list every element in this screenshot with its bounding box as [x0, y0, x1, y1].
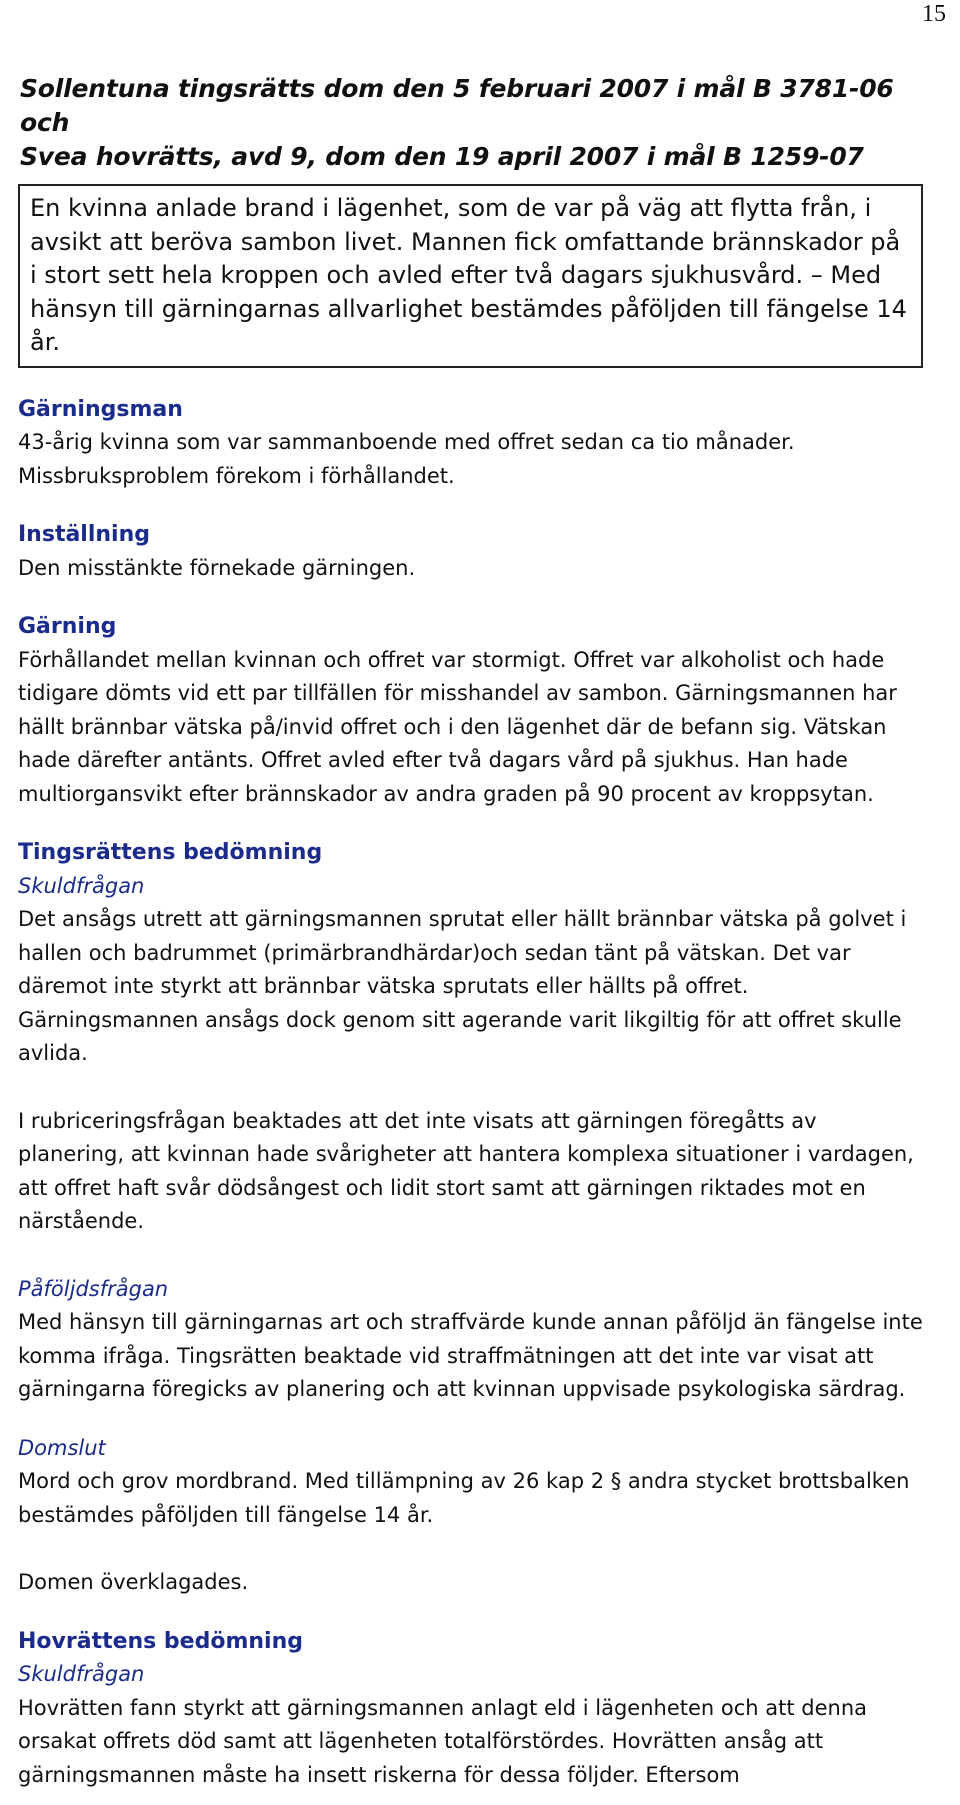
garning-heading: Gärning: [18, 614, 117, 639]
section-garning: [18, 610, 923, 811]
installning-text: Den misstänkte förnekade gärningen.: [18, 555, 416, 580]
domslut-heading: Domslut: [18, 1435, 106, 1460]
garningsman-heading: Gärningsman: [18, 396, 183, 422]
case-summary-text: En kvinna anlade brand i lägenhet, som de var på väg att flytta från, i avsikt att beröva sambon livet. Mannen fick omfattande brännskador på i stort sett hela kroppen och avled efter två dagars sjukhusvård. – Med hänsyn till gärningarnas allvarlighet bestämdes påföljden till fängelse 14 år.: [30, 194, 907, 356]
tingsratt-skuld-heading: Skuldfrågan: [18, 873, 145, 898]
case-title-line-1: Sollentuna tingsrätts dom den 5 februari 2007 i mål B 3781-06 och: [20, 74, 894, 137]
tingsratt-skuld-text: Det ansågs utrett att gärningsmannen sprutat eller hällt brännbar vätska på golvet i hallen och badrummet (primärbrandhärdar)och sedan tänt på vätskan. Det var däremot inte styrkt att brännbar vätska sprutats eller hällts på offret. Gärningsmannen ansågs dock genom sitt agerande varit likgiltig för att offret skulle avlida.: [18, 907, 907, 1065]
section-installning: [18, 518, 923, 585]
hovratt-skuld-text: Hovrätten fann styrkt att gärningsmannen anlagt eld i lägenheten och att denna orsakat offrets död samt att lägenheten totalförstördes. Hovrätten ansåg att gärningsmannen måste ha insett riskerna för dessa följder. Eftersom: [18, 1695, 868, 1787]
overklagad-text: Domen överklagades.: [18, 1570, 249, 1594]
installning-heading: Inställning: [18, 522, 150, 547]
pafoljd-text: Med hänsyn till gärningarnas art och straffvärde kunde annan påföljd än fängelse inte komma ifråga. Tingsrätten beaktade vid straffmätningen att det inte var visat att gärningarna föregicks av planering och att kvinnan uppvisade psykologiska särdrag.: [18, 1310, 923, 1401]
case-title: [20, 72, 923, 174]
domslut-text: Mord och grov mordbrand. Med tillämpning av 26 kap 2 § andra stycket brottsbalken bestämdes påföljden till fängelse 14 år.: [18, 1469, 910, 1527]
section-hovratt: [18, 1625, 923, 1793]
page-content: [18, 72, 923, 1792]
pafoljd-heading: Påföljdsfrågan: [18, 1276, 169, 1301]
garningsman-text: 43-årig kvinna som var sammanboende med offret sedan ca tio månader. Missbruksproblem förekom i förhållandet.: [18, 430, 795, 488]
hovratt-heading: Hovrättens bedömning: [18, 1628, 304, 1654]
section-tingsratt: [18, 836, 923, 1239]
case-title-line-2: Svea hovrätts, avd 9, dom den 19 april 2007 i mål B 1259-07: [20, 142, 864, 171]
hovratt-skuld-heading: Skuldfrågan: [18, 1662, 145, 1686]
section-garningsman: [18, 393, 923, 494]
section-domslut: [18, 1432, 923, 1600]
rubricering-text: I rubriceringsfrågan beaktades att det inte visats att gärningen föregåtts av planering, att kvinnan hade svårigheter att hantera komplexa situationer i vardagen, att offret haft svår dödsångest och lidit stort samt att gärningen riktades mot en närstående.: [18, 1108, 914, 1233]
case-summary-box: [18, 184, 923, 368]
page-number: 15: [922, 1, 946, 27]
section-pafoljd: [18, 1273, 923, 1407]
garning-text: Förhållandet mellan kvinnan och offret var stormigt. Offret var alkoholist och hade tidigare dömts vid ett par tillfällen för misshandel av sambon. Gärningsmannen har hällt brännbar vätska på/invid offret och i den lägenhet där de befann sig. Vätskan hade därefter antänts. Offret avled efter två dagars vård på sjukhus. Han hade multiorgansvikt efter brännskador av andra graden på 90 procent av kroppsytan.: [18, 647, 897, 806]
tingsratt-heading: Tingsrättens bedömning: [18, 840, 323, 865]
